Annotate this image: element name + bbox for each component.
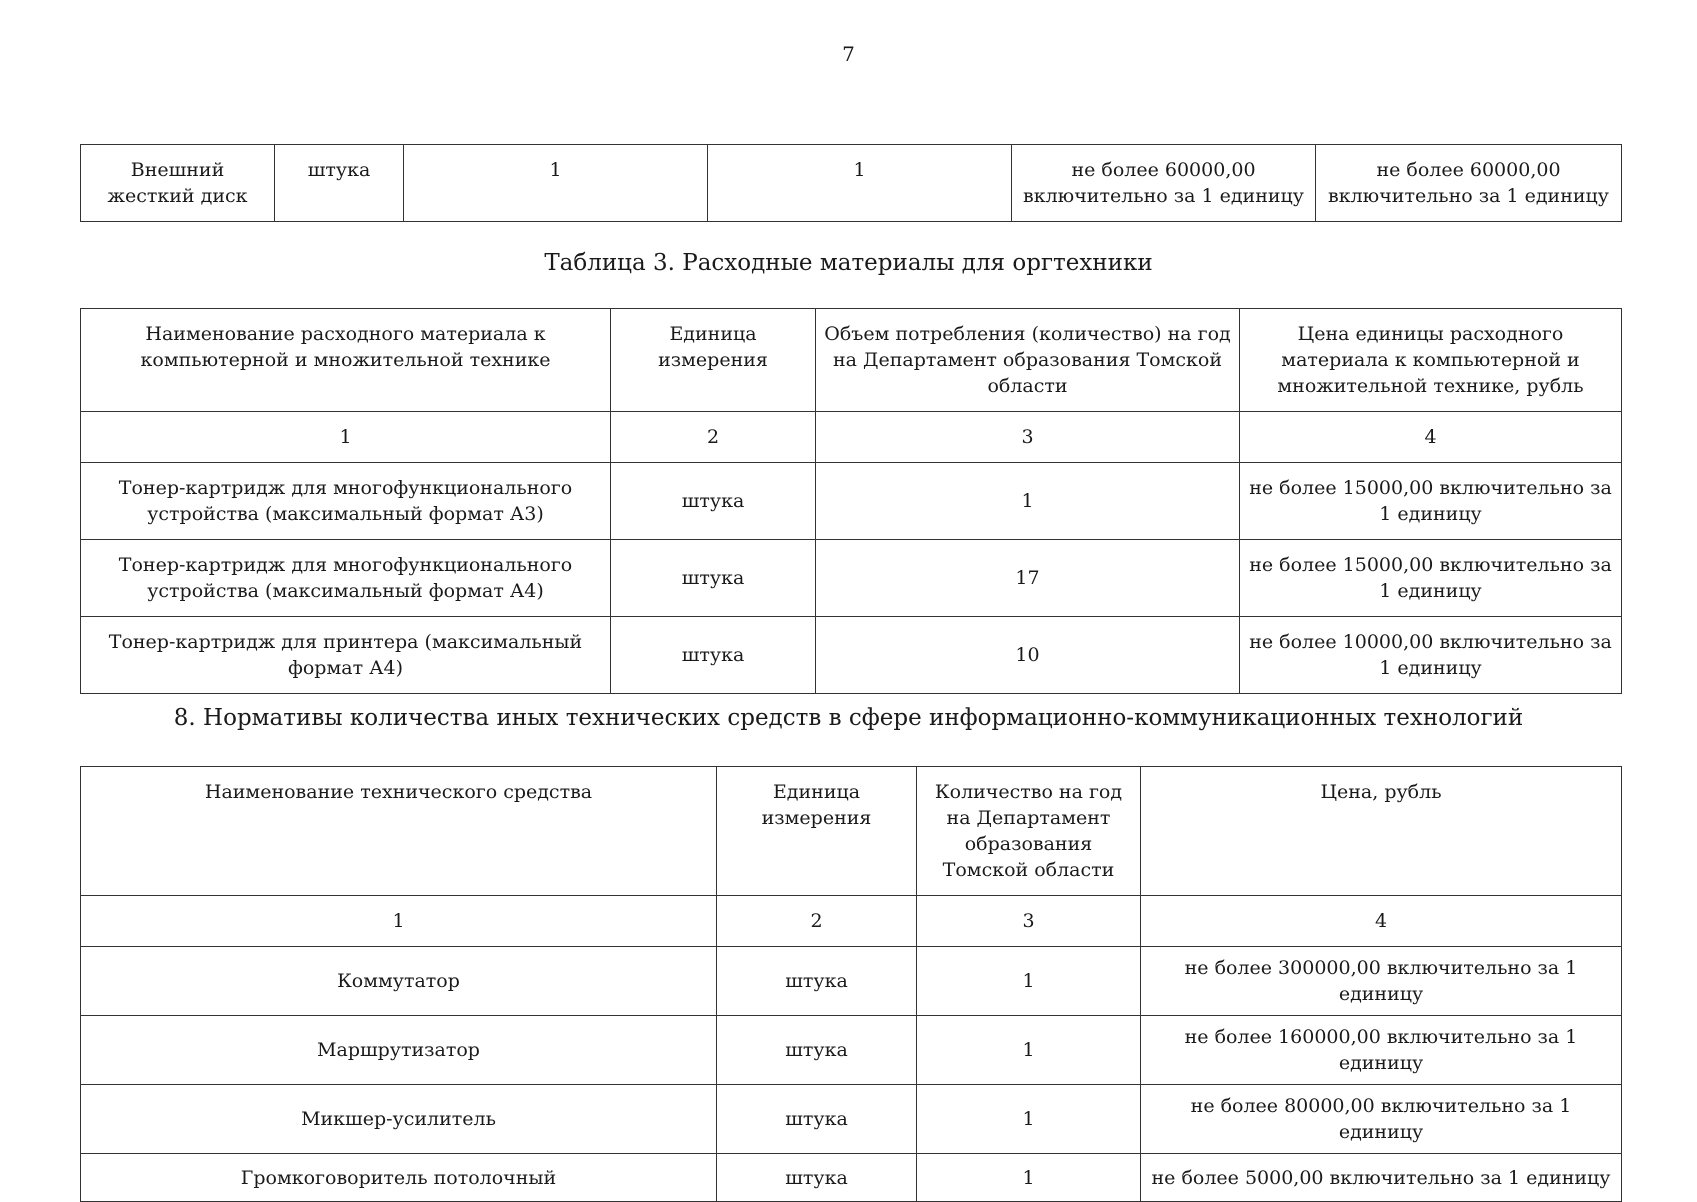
cell-price: не более 10000,00 включительно за 1 единицу xyxy=(1240,617,1622,694)
cell-quantity: 1 xyxy=(917,1154,1141,1202)
cell-price: не более 15000,00 включительно за 1 единицу xyxy=(1240,463,1622,540)
cell-name: Коммутатор xyxy=(81,947,717,1016)
column-number: 3 xyxy=(816,412,1240,463)
technical-means-table xyxy=(80,766,1622,1202)
cell-price: не более 160000,00 включительно за 1 единицу xyxy=(1141,1016,1622,1085)
table-row xyxy=(81,947,1622,1016)
cell-unit: штука xyxy=(611,463,816,540)
cell-quantity: 1 xyxy=(404,145,708,222)
cell-unit: штука xyxy=(611,617,816,694)
cell-unit: штука xyxy=(717,1085,917,1154)
cell-name: Громкоговоритель потолочный xyxy=(81,1154,717,1202)
cell-quantity: 1 xyxy=(917,1016,1141,1085)
column-number: 2 xyxy=(717,896,917,947)
column-number: 4 xyxy=(1141,896,1622,947)
table-row xyxy=(81,463,1622,540)
cell-quantity: 1 xyxy=(917,1085,1141,1154)
column-number: 2 xyxy=(611,412,816,463)
cell-price: не более 5000,00 включительно за 1 единицу xyxy=(1141,1154,1622,1202)
cell-unit: штука xyxy=(611,540,816,617)
cell-name: Тонер-картридж для принтера (максимальный формат А4) xyxy=(81,617,611,694)
cell-unit: штука xyxy=(717,1016,917,1085)
column-header: Единица измерения xyxy=(611,309,816,412)
cell-name: Тонер-картридж для многофункционального устройства (максимальный формат А4) xyxy=(81,540,611,617)
table3-caption: Таблица 3. Расходные материалы для оргтехники xyxy=(544,250,1153,276)
section8-heading: 8. Нормативы количества иных технических средств в сфере информационно-коммуникационных технологий xyxy=(173,705,1524,731)
table-row xyxy=(81,1154,1622,1202)
previous-table-continuation xyxy=(80,144,1622,222)
cell-name: Внешний жесткий диск xyxy=(81,145,275,222)
cell-quantity: 1 xyxy=(816,463,1240,540)
cell-price: не более 60000,00 включительно за 1 единицу xyxy=(1316,145,1622,222)
column-number: 3 xyxy=(917,896,1141,947)
cell-price: не более 60000,00 включительно за 1 единицу xyxy=(1012,145,1316,222)
column-header: Наименование технического средства xyxy=(81,767,717,896)
column-header: Наименование расходного материала к компьютерной и множительной технике xyxy=(81,309,611,412)
cell-quantity: 17 xyxy=(816,540,1240,617)
cell-name: Тонер-картридж для многофункционального устройства (максимальный формат А3) xyxy=(81,463,611,540)
table-row xyxy=(81,617,1622,694)
column-number: 4 xyxy=(1240,412,1622,463)
column-number-row xyxy=(81,412,1622,463)
table-row xyxy=(81,1016,1622,1085)
page-number: 7 xyxy=(842,42,855,66)
column-number-row xyxy=(81,896,1622,947)
table-row xyxy=(81,1085,1622,1154)
cell-unit: штука xyxy=(275,145,404,222)
cell-quantity: 1 xyxy=(708,145,1012,222)
cell-name: Микшер-усилитель xyxy=(81,1085,717,1154)
cell-name: Маршрутизатор xyxy=(81,1016,717,1085)
column-header: Цена единицы расходного материала к компьютерной и множительной технике, рубль xyxy=(1240,309,1622,412)
column-number: 1 xyxy=(81,412,611,463)
cell-quantity: 1 xyxy=(917,947,1141,1016)
column-header: Количество на год на Департамент образования Томской области xyxy=(917,767,1141,896)
table-row xyxy=(81,145,1622,222)
column-header: Объем потребления (количество) на год на Департамент образования Томской области xyxy=(816,309,1240,412)
table-row xyxy=(81,540,1622,617)
consumables-table xyxy=(80,308,1622,694)
cell-unit: штука xyxy=(717,947,917,1016)
cell-price: не более 80000,00 включительно за 1 единицу xyxy=(1141,1085,1622,1154)
table-header-row xyxy=(81,309,1622,412)
table-header-row xyxy=(81,767,1622,896)
column-header: Цена, рубль xyxy=(1141,767,1622,896)
cell-price: не более 300000,00 включительно за 1 единицу xyxy=(1141,947,1622,1016)
cell-price: не более 15000,00 включительно за 1 единицу xyxy=(1240,540,1622,617)
cell-quantity: 10 xyxy=(816,617,1240,694)
cell-unit: штука xyxy=(717,1154,917,1202)
column-number: 1 xyxy=(81,896,717,947)
column-header: Единица измерения xyxy=(717,767,917,896)
